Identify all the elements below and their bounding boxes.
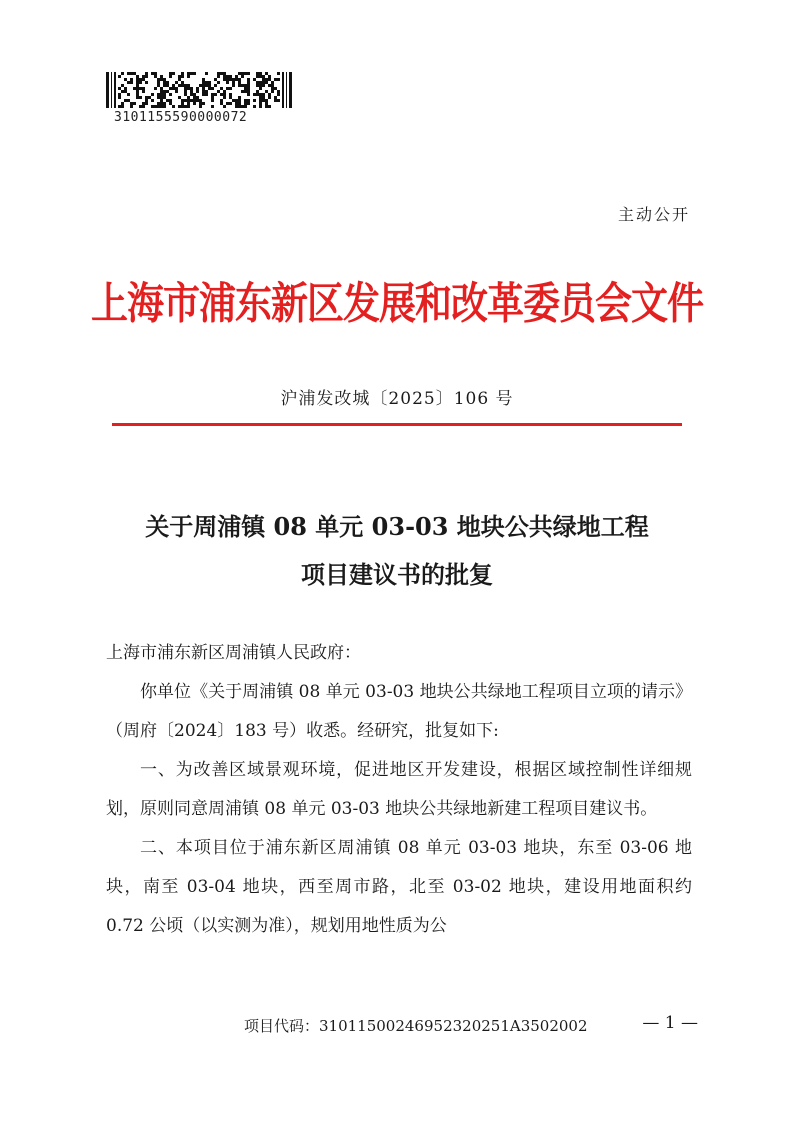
document-body (106, 634, 692, 946)
page-number: — 1 — (642, 1013, 698, 1033)
red-divider (112, 423, 682, 426)
paragraph-reply-intro: 你单位《关于周浦镇 08 单元 03-03 地块公共绿地工程项目立项的请示》（周府〔2024〕183 号）收悉。经研究，批复如下: (106, 682, 692, 741)
disclosure-label: 主动公开 (617, 205, 690, 224)
barcode-image (106, 72, 292, 108)
document-number: 沪浦发改城〔2025〕106 号 (280, 389, 514, 409)
document-title-line-2: 项目建议书的批复 (301, 560, 493, 589)
document-title (0, 503, 794, 599)
salutation: 上海市浦东新区周浦镇人民政府： (106, 643, 361, 663)
project-code: 项目代码：31011500246952320251A3502002 (244, 1017, 588, 1035)
paragraph-item-two: 二、本项目位于浦东新区周浦镇 08 单元 03-03 地块，东至 03-06 地块，南至 03-04 地块，西至周市路，北至 03-02 地块，建设用地面积约 0.72 公顷（以实测为准），规划用地性质为公 (106, 838, 692, 936)
document-title-line-1: 关于周浦镇 08 单元 03-03 地块公共绿地工程 (145, 512, 649, 541)
barcode-number: 3101155590000072 (114, 110, 248, 125)
issuer-title: 上海市浦东新区发展和改革委员会文件 (91, 277, 703, 330)
paragraph-item-one: 一、为改善区域景观环境，促进地区开发建设，根据区域控制性详细规划，原则同意周浦镇 08 单元 03-03 地块公共绿地新建工程项目建议书。 (106, 760, 692, 819)
